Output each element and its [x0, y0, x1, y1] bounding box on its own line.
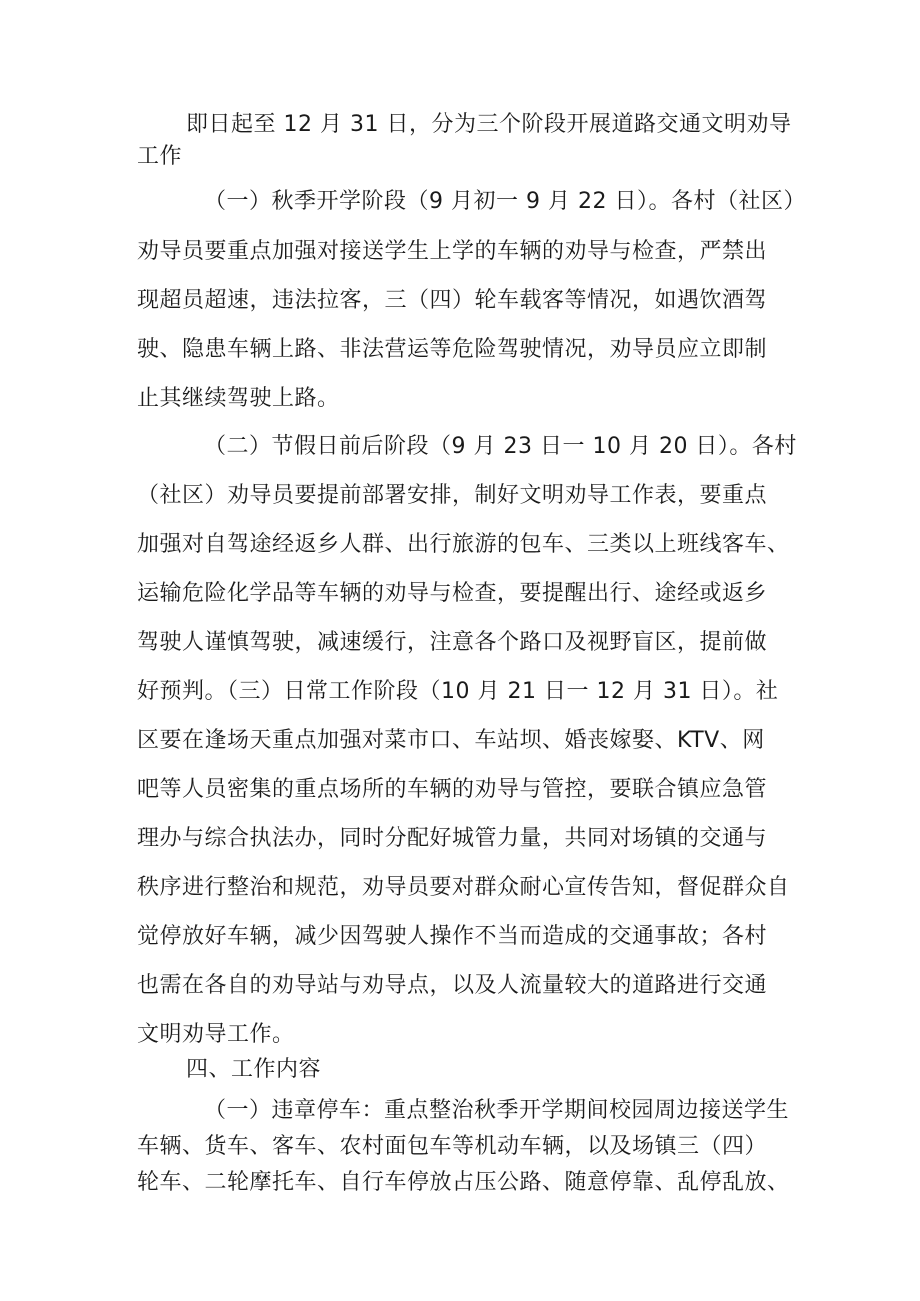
stage1-line-5: 止其继续驾驶上路。 [137, 386, 340, 411]
intro-line-1: 即日起至 12 月 31 日，分为三个阶段开展道路交通文明劝导 [186, 112, 792, 137]
stage2-line-6: 好预判。（三）日常工作阶段（10 月 21 日一 12 月 31 日）。社 [137, 679, 779, 704]
stage2-line-1: （二）节假日前后阶段（9 月 23 日一 10 月 20 日）。各村 [204, 434, 797, 459]
stage2-line-11: 觉停放好车辆，减少因驾驶人操作不当而造成的交通事故；各村 [137, 924, 768, 949]
stage1-line-3: 现超员超速，违法拉客，三（四）轮车载客等情况，如遇饮酒驾 [137, 288, 768, 313]
section4-item1-line-2: 车辆、货车、客车、农村面包车等机动车辆，以及场镇三（四） [137, 1134, 768, 1159]
stage1-line-1: （一）秋季开学阶段（9 月初一 9 月 22 日）。各村（社区） [204, 189, 806, 214]
stage2-line-5: 驾驶人谨慎驾驶，减速缓行，注意各个路口及视野盲区，提前做 [137, 630, 768, 655]
section4-heading: 四、工作内容 [186, 1057, 322, 1082]
stage1-line-2: 劝导员要重点加强对接送学生上学的车辆的劝导与检查，严禁出 [137, 239, 768, 264]
stage2-line-3: 加强对自驾途经返乡人群、出行旅游的包车、三类以上班线客车、 [137, 532, 790, 557]
stage2-line-4: 运输危险化学品等车辆的劝导与检查，要提醒出行、途经或返乡 [137, 581, 768, 606]
stage1-line-4: 驶、隐患车辆上路、非法营运等危险驾驶情况，劝导员应立即制 [137, 337, 768, 362]
stage2-line-9: 理办与综合执法办，同时分配好城管力量，共同对场镇的交通与 [137, 826, 768, 851]
stage2-line-12: 也需在各自的劝导站与劝导点，以及人流量较大的道路进行交通 [137, 973, 768, 998]
stage2-line-8: 吧等人员密集的重点场所的车辆的劝导与管控，要联合镇应急管 [137, 777, 768, 802]
stage2-line-7: 区要在逢场天重点加强对菜市口、车站坝、婚丧嫁娶、KTV、网 [137, 728, 765, 753]
section4-item1-line-1: （一）违章停车：重点整治秋季开学期间校园周边接送学生 [204, 1098, 790, 1123]
stage2-line-10: 秩序进行整治和规范，劝导员要对群众耐心宣传告知，督促群众自 [137, 875, 790, 900]
stage2-line-13: 文明劝导工作。 [137, 1022, 295, 1047]
intro-line-2: 工作 [137, 144, 183, 169]
stage2-line-2: （社区）劝导员要提前部署安排，制好文明劝导工作表，要重点 [137, 483, 768, 508]
section4-item1-line-3: 轮车、二轮摩托车、自行车停放占压公路、随意停靠、乱停乱放、 [137, 1170, 790, 1195]
